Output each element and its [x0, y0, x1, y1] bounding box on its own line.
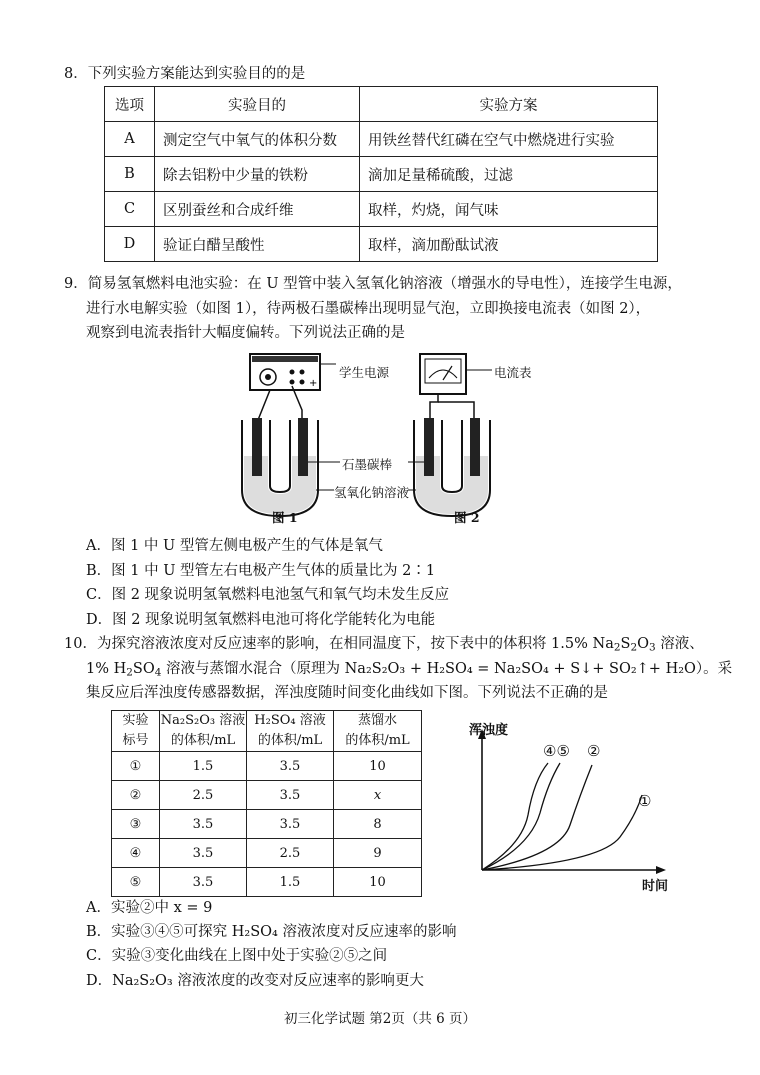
graph-y-label: 浑浊度 — [469, 723, 509, 738]
q10-h2so4-prefix: 1% H — [86, 661, 127, 677]
u-tube-2 — [414, 418, 490, 516]
ammeter-icon — [420, 354, 492, 394]
q10-option-d: D．Na₂S₂O₃ 溶液浓度的改变对反应速率的影响更大 — [86, 973, 424, 989]
table-header: H₂SO₄ 溶液 的体积/mL — [247, 711, 334, 752]
table-cell: ④ — [112, 839, 160, 868]
table-row — [112, 781, 422, 810]
table-row — [112, 839, 422, 868]
table-cell: 用铁丝替代红磷在空气中燃烧进行实验 — [360, 122, 658, 157]
table-row — [105, 157, 658, 192]
q9-stem-line-1: 9．简易氢氧燃料电池实验：在 U 型管中装入氢氧化钠溶液（增强水的导电性），连接学生电源， — [64, 276, 682, 292]
curve-label-1: ① — [638, 792, 652, 810]
label-graphite-rod: 石墨碳棒 — [342, 457, 393, 472]
q10-stem-line-3: 集反应后浑浊度传感器数据，浑浊度随时间变化曲线如下图。下列说法不正确的是 — [86, 685, 608, 701]
table-cell: 3.5 — [160, 868, 247, 897]
table-cell: x — [334, 781, 422, 810]
table-cell: A — [105, 122, 155, 157]
table-cell: 3.5 — [247, 752, 334, 781]
x-axis-arrow-icon — [656, 866, 666, 874]
q10-stem-tail: 溶液、 — [655, 636, 704, 652]
q10-stem-s: S — [620, 636, 631, 652]
table-cell: 10 — [334, 868, 422, 897]
table-row — [112, 752, 422, 781]
table-cell: B — [105, 157, 155, 192]
table-cell: 测定空气中氧气的体积分数 — [155, 122, 360, 157]
table-cell: 1.5 — [247, 868, 334, 897]
table-cell: 3.5 — [247, 810, 334, 839]
table-cell: 3.5 — [160, 810, 247, 839]
table-cell: ③ — [112, 810, 160, 839]
table-row — [105, 87, 658, 122]
q9-option-d: D．图 2 现象说明氢氧燃料电池可将化学能转化为电能 — [86, 612, 436, 628]
curve-label-2: ② — [587, 742, 601, 760]
table-row — [105, 227, 658, 262]
table-cell: D — [105, 227, 155, 262]
table-row — [105, 122, 658, 157]
table-cell: 验证白醋呈酸性 — [155, 227, 360, 262]
u-tube-1 — [242, 418, 318, 516]
curve-label-4-5: ④⑤ — [543, 742, 570, 760]
page-footer: 初三化学试题 第2页（共 6 页） — [283, 1011, 477, 1027]
q10-table — [111, 710, 422, 897]
q10-stem-text: 10．为探究溶液浓度对反应速率的影响，在相同温度下，按下表中的体积将 1.5% Na — [64, 636, 614, 652]
table-cell: 8 — [334, 810, 422, 839]
table-row — [112, 868, 422, 897]
table-cell: 2.5 — [247, 839, 334, 868]
table-cell: 3.5 — [247, 781, 334, 810]
label-ammeter: 电流表 — [494, 365, 532, 380]
curve-1 — [482, 795, 642, 870]
q9-option-a: A．图 1 中 U 型管左侧电极产生的气体是氧气 — [86, 538, 383, 554]
figure-1-caption: 图 1 — [272, 510, 298, 525]
figure-2-caption: 图 2 — [454, 510, 480, 525]
q9-option-c: C．图 2 现象说明氢氧燃料电池氢气和氧气均未发生反应 — [86, 587, 450, 603]
table-cell: C — [105, 192, 155, 227]
q10-stem-line-2-text: 溶液与蒸馏水混合（原理为 Na₂S₂O₃ + H₂SO₄ = Na₂SO₄ + S↓+ SO₂↑+ H₂O）。采 — [161, 661, 733, 677]
q10-option-a: A．实验②中 x = 9 — [86, 900, 213, 916]
q10-option-b: B．实验③④⑤可探究 H₂SO₄ 溶液浓度对反应速率的影响 — [86, 924, 457, 940]
table-cell: 1.5 — [160, 752, 247, 781]
q10-h2so4-so4: SO — [132, 661, 155, 677]
table-header: 选项 — [105, 87, 155, 122]
q9-stem-line-2: 进行水电解实验（如图 1），待两极石墨碳棒出现明显气泡，立即换接电流表（如图 2）， — [86, 301, 651, 317]
table-cell: 2.5 — [160, 781, 247, 810]
table-cell: 10 — [334, 752, 422, 781]
table-cell: 取样，灼烧，闻气味 — [360, 192, 658, 227]
table-header: 实验方案 — [360, 87, 658, 122]
table-header: 实验目的 — [155, 87, 360, 122]
table-header: 实验 标号 — [112, 711, 160, 752]
graph-x-label: 时间 — [642, 879, 669, 894]
table-cell: ① — [112, 752, 160, 781]
table-cell: ⑤ — [112, 868, 160, 897]
q9-option-b: B．图 1 中 U 型管左右电极产生气体的质量比为 2∶1 — [86, 563, 436, 579]
q9-stem-line-3: 观察到电流表指针大幅度偏转。下列说法正确的是 — [86, 325, 405, 341]
table-row — [105, 192, 658, 227]
q8-stem: 8．下列实验方案能达到实验目的的是 — [64, 66, 306, 82]
q8-table — [104, 86, 658, 262]
table-cell: 滴加足量稀硫酸，过滤 — [360, 157, 658, 192]
table-header: 蒸馏水 的体积/mL — [334, 711, 422, 752]
curve-5 — [482, 763, 560, 870]
table-cell: 3.5 — [160, 839, 247, 868]
power-supply-icon — [250, 354, 336, 390]
label-power-supply: 学生电源 — [339, 365, 390, 380]
q10-stem-line-2: 1% $H_2SO_4$ 溶液与蒸馏水混合（原理为 Na₂S₂O₃ + H₂SO₄ = Na₂SO₄ + S↓+ SO₂↑+ H₂O）。采 — [86, 661, 733, 679]
table-row — [112, 810, 422, 839]
table-header: Na₂S₂O₃ 溶液 的体积/mL — [160, 711, 247, 752]
table-cell: 9 — [334, 839, 422, 868]
table-cell: ② — [112, 781, 160, 810]
q10-stem-line-1: 10．为探究溶液浓度对反应速率的影响，在相同温度下，按下表中的体积将 1.5% $Na_2S_2O_3$ 溶液、 — [64, 636, 704, 654]
table-cell: 区别蚕丝和合成纤维 — [155, 192, 360, 227]
table-row — [112, 711, 422, 752]
table-cell: 取样，滴加酚酞试液 — [360, 227, 658, 262]
q10-stem-o: O — [637, 636, 649, 652]
svg-text:+: + — [309, 378, 318, 389]
label-naoh-solution: 氢氧化钠溶液 — [334, 485, 410, 500]
table-cell: 除去铝粉中少量的铁粉 — [155, 157, 360, 192]
q10-option-c: C．实验③变化曲线在上图中处于实验②⑤之间 — [86, 948, 388, 964]
